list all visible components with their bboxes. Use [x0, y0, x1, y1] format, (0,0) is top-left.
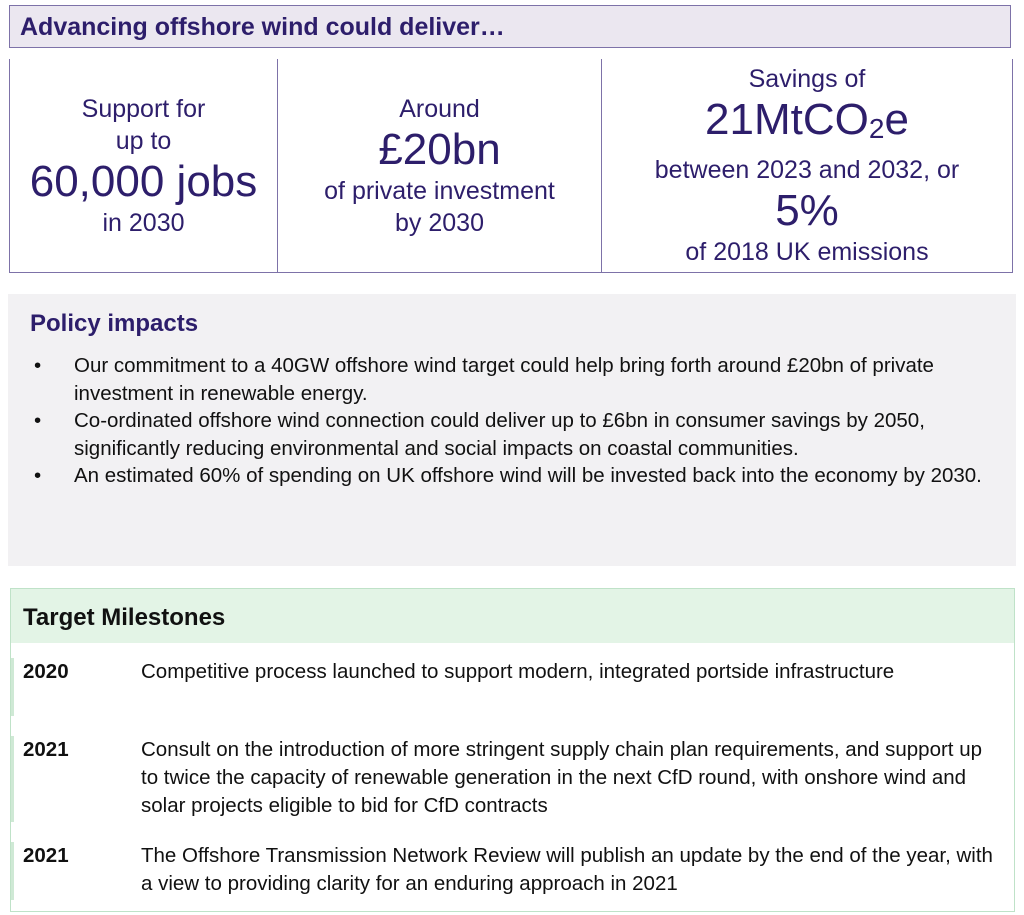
milestones-header	[11, 589, 1014, 643]
policy-item-text: Co-ordinated offshore wind connection could deliver up to £6bn in consumer savings by 2050, significantly reducing environmental and social impacts on coastal communities.	[74, 409, 925, 460]
stat-jobs	[10, 59, 277, 272]
milestone-row	[11, 842, 1014, 900]
stat-emissions-value	[705, 95, 909, 154]
policy-title: Policy impacts	[30, 310, 199, 337]
stat-investment	[277, 59, 601, 272]
stat-emissions-line3: of 2018 UK emissions	[685, 238, 929, 266]
stat-emissions-value-sub: 2	[868, 113, 885, 144]
policy-item	[30, 462, 1000, 490]
milestones-panel	[10, 588, 1015, 912]
stat-emissions-value-main: 21MtCO	[705, 95, 869, 144]
policy-item	[30, 352, 1000, 407]
stat-emissions-value-tail: e	[884, 95, 909, 144]
stat-investment-line3: by 2030	[395, 208, 484, 237]
row-accent-bar	[11, 842, 14, 900]
milestone-text: The Offshore Transmission Network Review will publish an update by the end of the year, with a view to providing clarity for an enduring approach in 2021	[141, 844, 993, 895]
deliver-panel	[9, 5, 1013, 269]
stat-emissions-percent: 5%	[775, 186, 839, 235]
stat-jobs-line1: Support for	[81, 94, 206, 123]
policy-item-text: Our commitment to a 40GW offshore wind target could help bring forth around £20bn of private investment in renewable energy.	[74, 354, 934, 405]
row-accent-bar	[11, 658, 14, 716]
stat-investment-value: £20bn	[378, 124, 501, 174]
stats-row	[9, 59, 1013, 273]
bullet-icon: •	[34, 409, 42, 432]
policy-item	[30, 407, 1000, 462]
stat-investment-line2: of private investment	[324, 176, 555, 205]
policy-panel	[8, 294, 1016, 566]
milestone-year: 2021	[23, 844, 69, 867]
milestone-text: Consult on the introduction of more stringent supply chain plan requirements, and support up to twice the capacity of renewable generation in the next CfD round, with onshore wind and solar projects eligible to bid for CfD contracts	[141, 738, 983, 817]
milestones-title: Target Milestones	[23, 604, 226, 631]
stat-investment-line1: Around	[399, 94, 480, 123]
milestone-row	[11, 658, 1014, 716]
bullet-icon: •	[34, 354, 42, 377]
bullet-icon: •	[34, 464, 42, 487]
milestone-year: 2020	[23, 660, 69, 683]
stat-jobs-value: 60,000 jobs	[29, 156, 258, 206]
stat-jobs-line3: in 2030	[102, 208, 185, 237]
milestone-year: 2021	[23, 738, 69, 761]
policy-list	[30, 352, 1000, 490]
milestone-row	[11, 736, 1014, 822]
stat-emissions-line2: between 2023 and 2032, or	[654, 156, 960, 184]
deliver-title: Advancing offshore wind could deliver…	[9, 5, 1011, 48]
stat-jobs-line2: up to	[115, 126, 172, 155]
row-accent-bar	[11, 736, 14, 822]
milestone-text: Competitive process launched to support modern, integrated portside infrastructure	[141, 660, 895, 683]
policy-item-text: An estimated 60% of spending on UK offshore wind will be invested back into the economy by 2030.	[74, 464, 982, 487]
stat-emissions-line1: Savings of	[748, 65, 866, 93]
stat-emissions	[601, 59, 1012, 272]
